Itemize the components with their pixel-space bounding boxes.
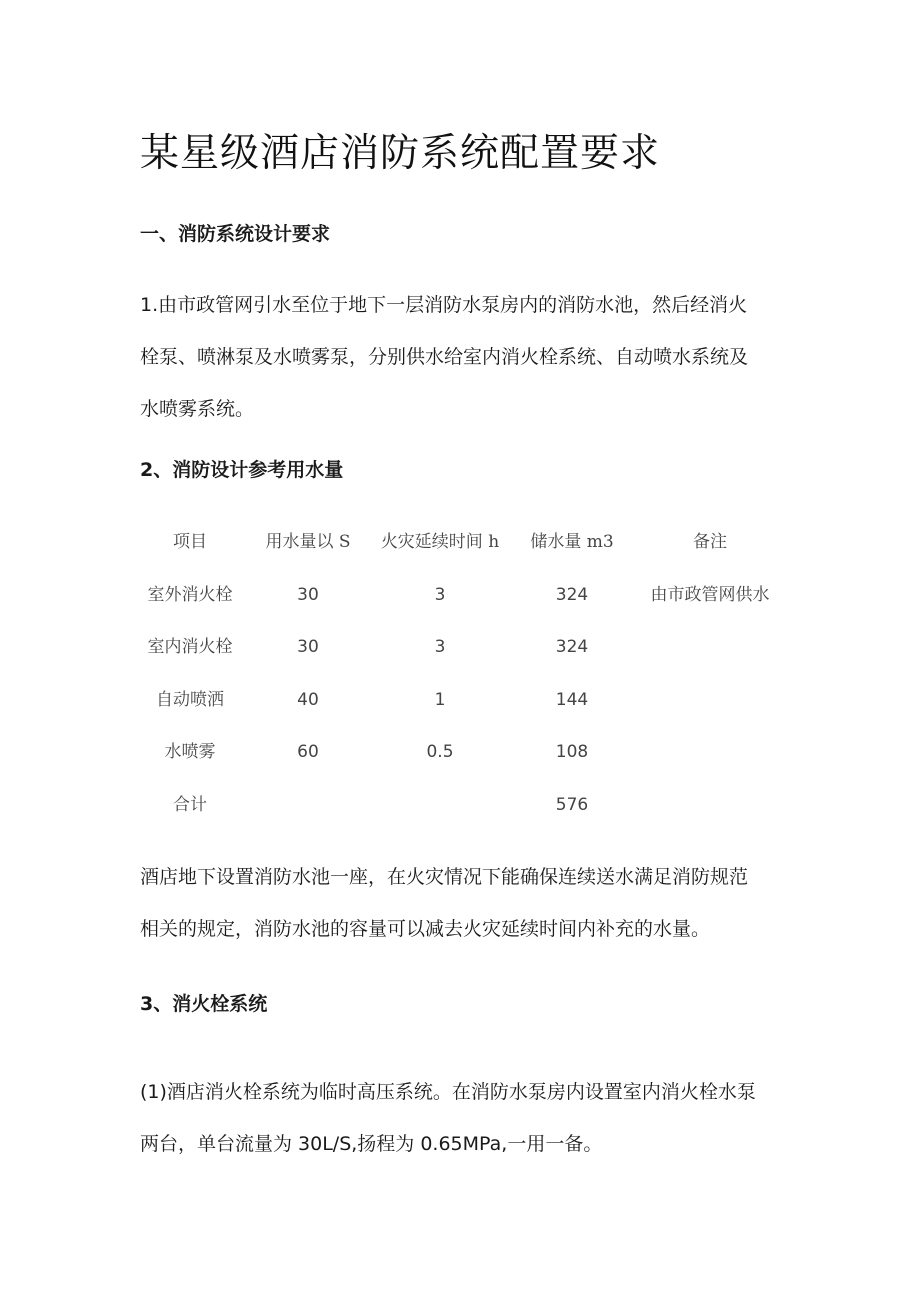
table-cell: 室内消火栓 xyxy=(147,637,233,657)
table-cell: 合计 xyxy=(173,794,207,815)
paragraph-line: 栓泵、喷淋泵及水喷雾泵，分别供水给室内消火栓系统、自动喷水系统及 xyxy=(140,346,749,368)
table-cell: 60 xyxy=(297,742,319,762)
table-header-cell: 储水量 m3 xyxy=(530,532,614,552)
table-cell: 1 xyxy=(434,689,446,710)
table-cell: 3 xyxy=(434,637,446,657)
table-header-cell: 备注 xyxy=(693,532,727,552)
table-header-cell: 火灾延续时间 h xyxy=(380,532,500,552)
paragraph-line: 相关的规定，消防水池的容量可以减去火灾延续时间内补充的水量。 xyxy=(140,918,711,940)
paragraph-fire-pool xyxy=(140,851,800,955)
table-header-row xyxy=(140,516,820,569)
paragraph-water-supply xyxy=(140,279,800,435)
table-cell: 0.5 xyxy=(426,742,454,762)
table-cell: 由市政管网供水 xyxy=(650,584,770,605)
water-usage-table xyxy=(140,516,820,831)
table-header-cell: 项目 xyxy=(173,532,207,552)
table-row xyxy=(140,569,820,622)
table-cell: 108 xyxy=(555,742,589,762)
table-cell: 40 xyxy=(297,689,319,710)
subsection-heading-hydrant-system: 3、消火栓系统 xyxy=(140,993,268,1015)
paragraph-hydrant-pumps xyxy=(140,1066,800,1170)
paragraph-line: 酒店地下设置消防水池一座，在火灾情况下能确保连续送水满足消防规范 xyxy=(140,866,749,888)
table-row xyxy=(140,726,820,779)
paragraph-line: 两台，单台流量为 30L/S,扬程为 0.65MPa,一用一备。 xyxy=(140,1133,603,1155)
paragraph-line: 1.由市政管网引水至位于地下一层消防水泵房内的消防水池，然后经消火 xyxy=(140,294,748,316)
section-heading-design-requirements: 一、消防系统设计要求 xyxy=(140,223,331,245)
table-row xyxy=(140,621,820,674)
table-cell: 水喷雾 xyxy=(164,742,216,762)
paragraph-line: (1)酒店消火栓系统为临时高压系统。在消防水泵房内设置室内消火栓水泵 xyxy=(140,1081,756,1103)
table-cell: 30 xyxy=(297,584,319,605)
table-row xyxy=(140,674,820,727)
table-row-total xyxy=(140,779,820,832)
subsection-heading-water-usage: 2、消防设计参考用水量 xyxy=(140,459,344,481)
table-cell: 324 xyxy=(555,584,589,605)
table-cell: 576 xyxy=(555,794,589,815)
table-header-cell: 用水量以 S xyxy=(265,532,351,552)
table-cell: 144 xyxy=(555,689,589,710)
table-cell: 3 xyxy=(434,584,446,605)
table-cell: 30 xyxy=(297,637,319,657)
table-cell: 自动喷洒 xyxy=(156,689,224,710)
paragraph-line: 水喷雾系统。 xyxy=(140,398,255,420)
document-title: 某星级酒店消防系统配置要求 xyxy=(140,131,661,176)
table-cell: 324 xyxy=(555,637,589,657)
table-cell: 室外消火栓 xyxy=(147,584,233,605)
